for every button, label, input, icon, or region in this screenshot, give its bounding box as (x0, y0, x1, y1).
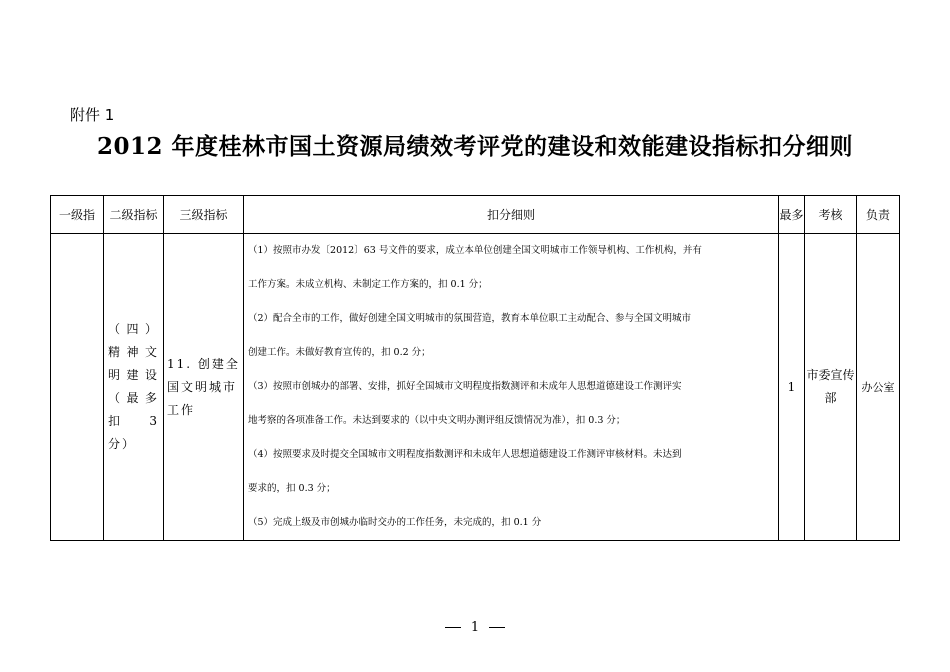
detail-line: （4）按照要求及时提交全国城市文明程度指数测评和未成年人思想道德建设工作测评审核材料。未达到 (248, 449, 682, 460)
detail-line: 创建工作。未做好教育宣传的，扣 0.2 分； (248, 347, 431, 358)
detail-line: （1）按照市办发〔2012〕63 号文件的要求，成立本单位创建全国文明城市工作领导机构、工作机构，并有 (248, 245, 702, 256)
detail-line: 工作方案。未成立机构、未制定工作方案的，扣 0.1 分； (248, 279, 488, 290)
cell-assessor: 市委宣传部 (805, 234, 857, 541)
page-number: 1 (470, 620, 480, 635)
cell-level3: 11. 创建全国文明城市工作 (164, 234, 244, 541)
page-footer (0, 620, 950, 635)
table-header-row (51, 196, 900, 234)
detail-line: （3）按照市创城办的部署、安排，抓好全国城市文明程度指数测评和未成年人思想道德建设工作测评实 (248, 381, 682, 392)
header-owner: 负责 (857, 196, 900, 234)
detail-line: （2）配合全市的工作，做好创建全国文明城市的氛围营造，教育本单位职工主动配合、参与全国文明城市 (248, 313, 692, 324)
header-level1: 一级指 (51, 196, 104, 234)
header-detail: 扣分细则 (244, 196, 779, 234)
attachment-label: 附件 1 (70, 106, 115, 124)
document-title: 2012 年度桂林市国土资源局绩效考评党的建设和效能建设指标扣分细则 (96, 133, 854, 160)
detail-line: 地考察的各项准备工作。未达到要求的（以中央文明办测评组反馈情况为准），扣 0.3 分； (248, 415, 626, 426)
cell-level1 (51, 234, 104, 541)
cell-max: 1 (779, 234, 805, 541)
header-level2: 二级指标 (104, 196, 164, 234)
cell-level2: （四）精神文明建设（最多扣 3 分） (104, 234, 164, 541)
detail-line: （5）完成上级及市创城办临时交办的工作任务，未完成的，扣 0.1 分 (248, 517, 542, 528)
cell-owner: 办公室 (857, 234, 900, 541)
header-assessor: 考核 (805, 196, 857, 234)
cell-detail (244, 234, 779, 541)
table-row (51, 234, 900, 541)
header-level3: 三级指标 (164, 196, 244, 234)
footer-dash-right (489, 627, 505, 628)
header-max: 最多 (779, 196, 805, 234)
footer-dash-left (445, 627, 461, 628)
detail-line: 要求的，扣 0.3 分； (248, 483, 336, 494)
deduction-table (50, 195, 900, 541)
